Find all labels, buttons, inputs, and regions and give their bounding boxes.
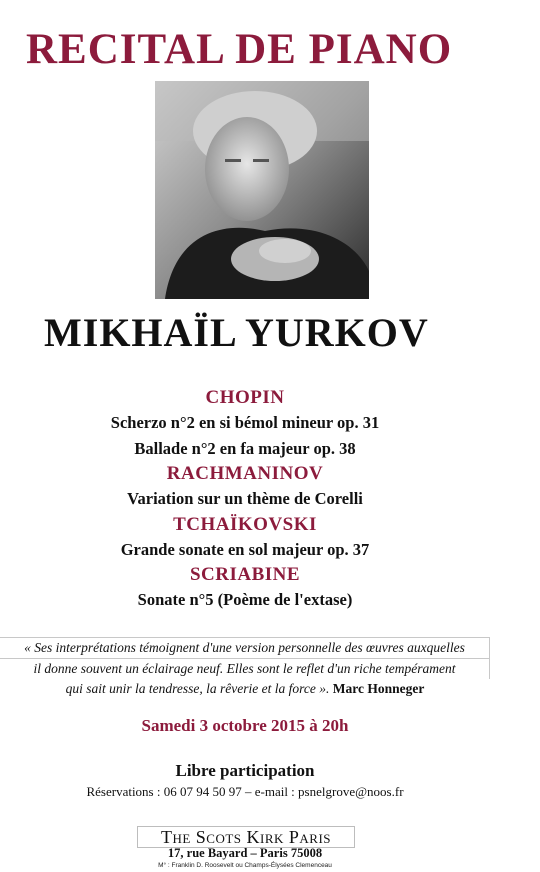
composer-name: SCRIABINE	[189, 564, 301, 585]
artist-name: MIKHAÏL YURKOV	[44, 310, 429, 355]
press-quote	[0, 637, 490, 699]
program-section	[0, 461, 490, 512]
venue-address: 17, rue Bayard – Paris 75008	[167, 846, 323, 860]
work-title: Grande sonate en sol majeur op. 37	[120, 539, 370, 559]
program-section	[0, 512, 490, 563]
program-list	[0, 385, 490, 613]
work-title: Sonate n°5 (Poème de l'extase)	[137, 590, 353, 609]
quote-author: Marc Honneger	[332, 681, 425, 696]
poster-title: RECITAL DE PIANO	[26, 26, 453, 73]
composer-name: RACHMANINOV	[166, 463, 324, 484]
work-title: Variation sur un thème de Corelli	[127, 489, 363, 508]
quote-line: il donne souvent un éclairage neuf. Elles sont le reflet d'un riche tempérament	[0, 658, 490, 679]
quote-line: « Ses interprétations témoignent d'une version personnelle des œuvres auxquelles	[0, 637, 490, 658]
metro-info: M° : Franklin D. Roosevelt ou Champs-Élysées Clemenceau	[158, 862, 332, 869]
venue-logo: The Scots Kirk Paris	[160, 827, 332, 847]
program-section	[0, 562, 490, 613]
artist-portrait-image	[155, 81, 369, 299]
entry-info: Libre participation	[175, 761, 315, 780]
composer-name: CHOPIN	[205, 387, 285, 408]
reservation-info: Réservations : 06 07 94 50 97 – e-mail : psnelgrove@noos.fr	[86, 784, 404, 799]
composer-name: TCHAÏKOVSKI	[173, 513, 317, 535]
work-title: Scherzo n°2 en si bémol mineur op. 31	[110, 413, 380, 432]
work-title: Ballade n°2 en fa majeur op. 38	[134, 438, 356, 458]
program-section	[0, 385, 490, 461]
event-date: Samedi 3 octobre 2015 à 20h	[141, 716, 349, 735]
artist-photo	[155, 81, 369, 299]
quote-line: qui sait unir la tendresse, la rêverie et la force ».	[65, 681, 330, 696]
